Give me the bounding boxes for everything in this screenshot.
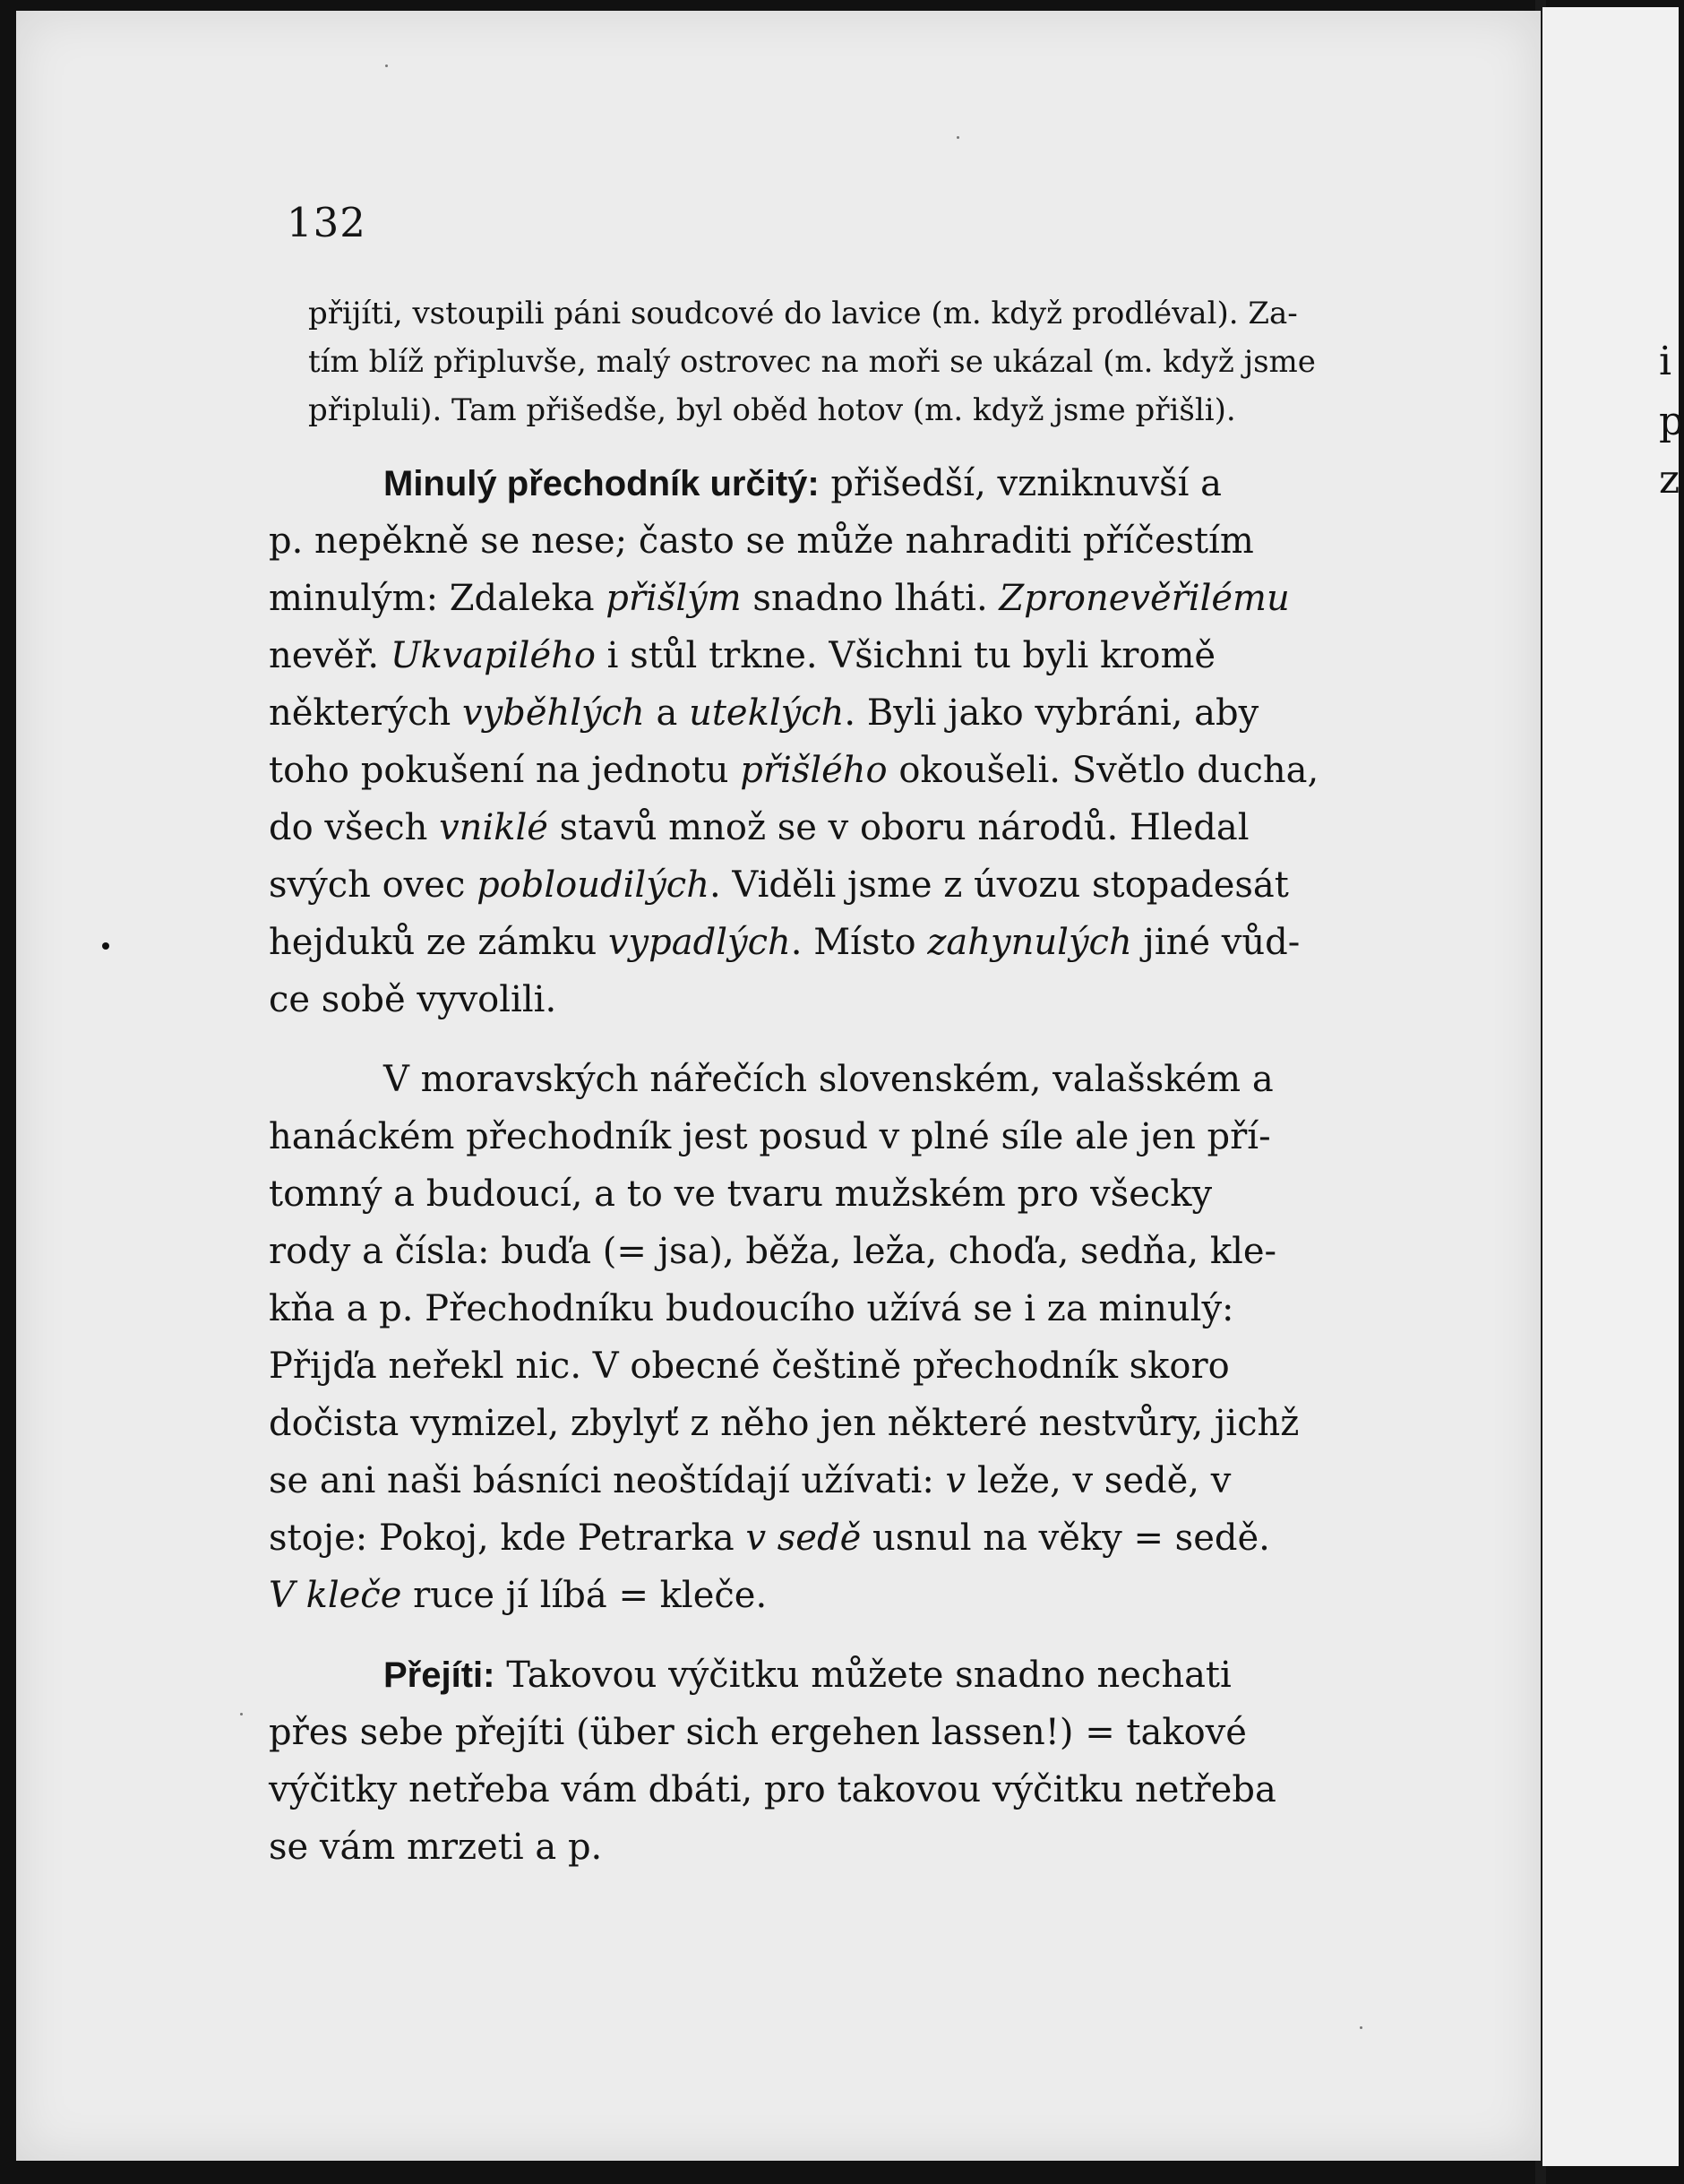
line-part: . Místo (790, 922, 928, 963)
heading-continuation: přišedší, vzniknuvší a (819, 463, 1222, 504)
line-text: připluli). Tam přišedše, byl oběd hotov (m. když jsme přišli). (308, 392, 1236, 428)
line-part: i stůl trkne. Všichni tu byli kromě (595, 635, 1216, 676)
text-line (269, 807, 1250, 848)
text-line: ce sobě vyvolili. (269, 979, 557, 1020)
line-part: minulým: Zdaleka (269, 578, 606, 619)
text-line (269, 578, 1290, 619)
line-part: . Viděli jsme z úvozu stopadesát (709, 864, 1289, 906)
text-line (269, 922, 1300, 963)
italic-word: Zpronevěřilému (999, 578, 1290, 619)
text-line (269, 692, 1259, 734)
line-part: okoušeli. Světlo ducha, (887, 750, 1319, 791)
line-part: stoje: Pokoj, kde Petrarka (269, 1518, 746, 1559)
section-heading-line (383, 1655, 1232, 1696)
line-part: . Byli jako vybráni, aby (844, 692, 1259, 734)
text-line: Přijďa neřekl nic. V obecné češtině přechodník skoro (269, 1346, 1230, 1387)
line-part: snadno lháti. (741, 578, 1000, 619)
paper-speck (957, 136, 959, 139)
italic-word: pobloudilých (477, 864, 709, 906)
line-part: některých (269, 692, 463, 734)
neighbor-page (1542, 7, 1679, 2166)
line-part: svých ovec (269, 864, 477, 906)
paper-speck (1360, 2026, 1362, 2029)
neighbor-page-letter: z (1659, 457, 1680, 503)
italic-word: přišlým (606, 578, 742, 619)
line-text: Takovou výčitku můžete snadno nechati (494, 1655, 1232, 1696)
text-line (269, 635, 1216, 676)
page-number: 132 (287, 199, 366, 246)
text-line: V moravských nářečích slovenském, valašském a (383, 1059, 1274, 1100)
text-line: se vám mrzeti a p. (269, 1827, 603, 1868)
neighbor-page-letter: p (1659, 399, 1684, 444)
text-line: p. nepěkně se nese; často se může nahraditi příčestím (269, 520, 1254, 562)
line-part: jiné vůd- (1131, 922, 1301, 963)
section-heading-line (383, 463, 1222, 504)
line-text: tím blíž připluvše, malý ostrovec na moři se ukázal (m. když jsme (308, 344, 1316, 380)
line-part: nevěř. (269, 635, 391, 676)
margin-dot (102, 942, 109, 950)
text-line (269, 1460, 1231, 1501)
line-part: toho pokušení na jednotu (269, 750, 741, 791)
neighbor-page-letter: i (1659, 339, 1672, 384)
book-page (16, 11, 1541, 2161)
italic-word: vyběhlých (462, 692, 645, 734)
text-line (308, 344, 1448, 380)
line-part: se ani naši básníci neoštídají užívati: (269, 1460, 946, 1501)
italic-word: v sedě (745, 1518, 862, 1559)
text-line: hanáckém přechodník jest posud v plné síle ale jen pří- (269, 1116, 1271, 1157)
text-line (269, 1518, 1270, 1559)
italic-word: přišlého (740, 750, 888, 791)
line-part: a (644, 692, 690, 734)
text-line: kňa a p. Přechodníku budoucího užívá se i za minulý: (269, 1288, 1234, 1329)
line-part: ruce jí líbá = kleče. (401, 1575, 768, 1616)
section-heading: Minulý přechodník určitý: (383, 464, 820, 503)
text-line: rody a čísla: buďa (= jsa), běža, leža, choďa, sedňa, kle- (269, 1231, 1277, 1272)
text-line: výčitky netřeba vám dbáti, pro takovou výčitku netřeba (269, 1769, 1276, 1810)
line-part: stavů množ se v oboru národů. Hledal (547, 807, 1250, 848)
line-part: usnul na věky = sedě. (861, 1518, 1270, 1559)
text-line: přes sebe přejíti (über sich ergehen lassen!) = takové (269, 1712, 1247, 1753)
paper-speck (385, 64, 388, 67)
text-line (269, 864, 1289, 906)
paper-speck (240, 1713, 243, 1715)
italic-word: vypadlých (607, 922, 791, 963)
italic-word: Ukvapilého (390, 635, 596, 676)
italic-word: zahynulých (927, 922, 1132, 963)
text-line (269, 750, 1319, 791)
italic-word: uteklých (689, 692, 845, 734)
section-heading: Přejíti: (383, 1655, 495, 1695)
line-part: leže, v sedě, v (966, 1460, 1232, 1501)
italic-word: vniklé (439, 807, 548, 848)
text-line (308, 296, 1448, 331)
italic-word: v (945, 1460, 967, 1501)
text-line (269, 1575, 767, 1616)
italic-word: V kleče (269, 1575, 402, 1616)
line-part: do všech (269, 807, 440, 848)
text-line: tomný a budoucí, a to ve tvaru mužském pro všecky (269, 1174, 1213, 1215)
line-part: hejduků ze zámku (269, 922, 608, 963)
text-line: dočista vymizel, zbylyť z něho jen některé nestvůry, jichž (269, 1403, 1300, 1444)
text-line (308, 392, 1448, 428)
line-text: přijíti, vstoupili páni soudcové do lavice (m. když prodléval). Za- (308, 296, 1298, 331)
